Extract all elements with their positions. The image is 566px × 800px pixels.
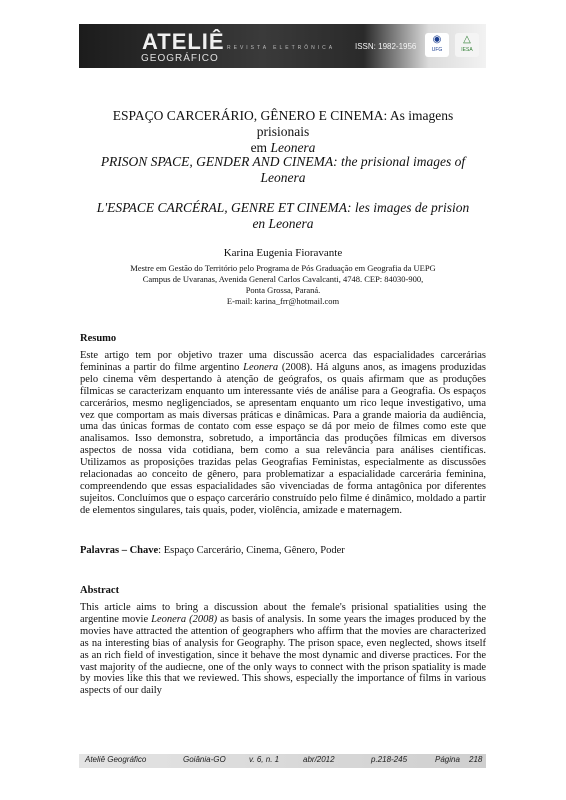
title-french: L'ESPACE CARCÉRAL, GENRE ET CINEMA: les images de prision en Leonera — [96, 200, 470, 231]
iesa-logo-text: IESA — [461, 47, 473, 53]
resumo-heading: Resumo — [80, 333, 117, 344]
keywords-label: Palavras – Chave — [80, 545, 159, 556]
resumo-text-b: (2008). Há alguns anos, as imagens produzidas pelo cinema vêm despertando à atenção de geógrafos, os quais afirmam que as produções fílmicas se caracterizam enquanto um interessante viés de análise para a Geografia. Os espaços carcerários, mesmo negligenciados, se apresentam enquanto um rico leque investigativo, uma vez que comportam as mais diversas práticas e dinâmicas. Para a grande maioria da audiência, uma das únicas formas de contato com esse espaço se dá por meio de filmes como este que analisamos. Isso demonstra, sobretudo, a importância das produções fílmicas em diversos aspectos de nossa vida cotidiana, bem como a sua relevância para análises científicas. Utilizamos as proposições trazidas pelas Geografias Feministas, especialmente as discussões relacionadas ao conceito de gênero, para problematizar a espacialidade carcerária feminina, compreendendo que essas espacialidades são vivenciadas de forma antagônica por diferentes sujeitos. Concluímos que o espaço carcerário construído pelo filme é dinâmico, moldado a partir de elementos singulares, tais quais, poder, violência, amizade e maternagem. — [80, 361, 486, 516]
footer-date: abr/2012 — [303, 755, 335, 764]
title-english: PRISON SPACE, GENDER AND CINEMA: the prisional images of Leonera — [100, 154, 466, 185]
title-pt-line1: ESPAÇO CARCERÁRIO, GÊNERO E CINEMA: As imagens prisionais — [112, 108, 454, 139]
resumo-film: Leonera — [243, 361, 279, 373]
footer-volume: v. 6, n. 1 — [249, 755, 280, 764]
affiliation-line-3: Ponta Grossa, Paraná. — [245, 285, 321, 295]
abstract-film: Leonera (2008) — [151, 613, 218, 625]
keywords-list: : Espaço Carcerário, Cinema, Gênero, Poder — [158, 545, 345, 556]
footer-page-label: Página — [435, 755, 460, 764]
abstract-body — [80, 602, 486, 697]
journal-logo-title: ATELIÊ — [142, 29, 225, 54]
keywords-line — [80, 545, 486, 556]
issn-label: ISSN: 1982-1956 — [355, 42, 417, 51]
journal-logo-subtitle: GEOGRÁFICO — [141, 53, 219, 64]
iesa-logo-icon: △ IESA — [455, 33, 479, 57]
footer-pages: p.218-245 — [371, 755, 408, 764]
footer-page-number: 218 — [469, 755, 483, 764]
author-name: Karina Eugenia Fioravante — [223, 247, 343, 259]
affiliation-line-2: Campus de Uvaranas, Avenida General Carlos Cavalcanti, 4748. CEP: 84030-900, — [142, 274, 424, 284]
page-footer — [79, 754, 486, 768]
footer-city: Goiânia-GO — [183, 755, 226, 764]
abstract-heading: Abstract — [80, 585, 120, 596]
affiliation-line-1: Mestre em Gestão do Território pelo Programa de Pós Graduação em Geografia da UEPG — [130, 263, 436, 273]
journal-header-banner — [79, 24, 486, 68]
ufg-logo-text: UFG — [431, 47, 443, 53]
title-pt-prefix: em — [250, 140, 271, 155]
author-affiliation — [60, 263, 506, 307]
revista-eletronica-label: REVISTA ELETRÔNICA — [227, 45, 336, 51]
author-email: E-mail: karina_frr@hotmail.com — [226, 296, 340, 306]
abstract-text-b: as basis of analysis. In some years the images produced by the movies have attracted the attention of geographers who affirm that the movies are characterized as na interesting bias of analysis for Geography. The prison space, even neglected, shows itself as an rich field of investigation, since it behave the most dynamic and diverse practices. For the vast majority of the audiecne, one of the only ways to connect with the prison spatiality is made by movies like this that we reviewed. This shows, especially the importance of films in various aspects of our daily — [80, 613, 486, 697]
resumo-body — [80, 350, 486, 517]
abstract-text-a: This article aims to bring a discussion about the female's prisional spatialities using the argentine movie — [80, 602, 486, 625]
ufg-logo-icon: ◉ UFG — [425, 33, 449, 57]
footer-journal: Ateliê Geográfico — [85, 755, 147, 764]
resumo-text-a: Este artigo tem por objetivo trazer uma discussão acerca das espacialidades carcerárias femininas a partir do filme argentino — [80, 350, 486, 373]
title-pt-film: Leonera — [270, 140, 316, 155]
title-portuguese — [90, 108, 476, 156]
